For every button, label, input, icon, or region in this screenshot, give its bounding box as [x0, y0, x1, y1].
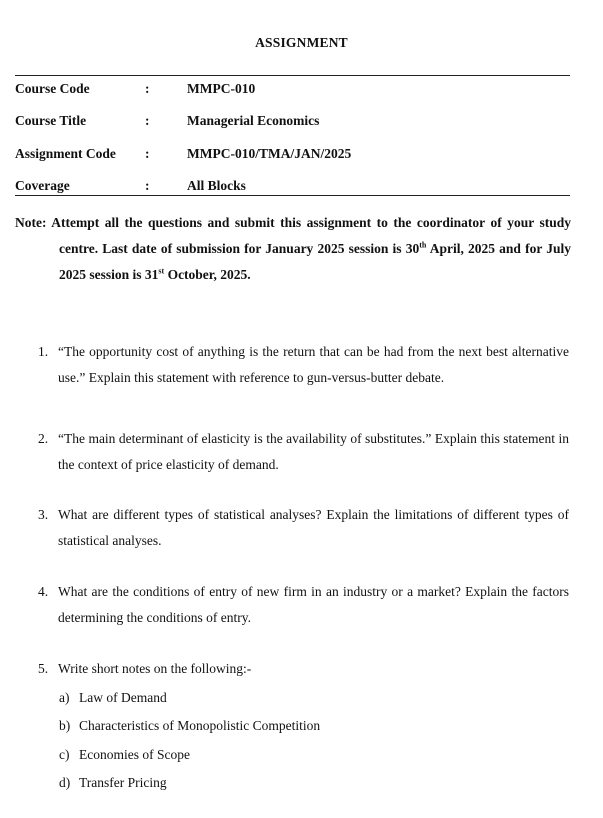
info-colon: :: [145, 178, 150, 193]
info-label: Assignment Code: [15, 146, 116, 161]
sub-item-text: Transfer Pricing: [79, 775, 167, 790]
bottom-rule: [15, 195, 570, 196]
info-colon: :: [145, 146, 150, 161]
info-colon: :: [145, 81, 150, 96]
question-number: 5.: [38, 661, 49, 676]
document-title: ASSIGNMENT: [255, 35, 348, 50]
sub-item-letter: a): [59, 690, 70, 705]
note-prefix: Note:: [15, 215, 47, 230]
note-superscript: st: [158, 266, 165, 276]
info-value: MMPC-010: [187, 81, 256, 96]
sub-item-letter: d): [59, 775, 71, 790]
sub-item-d: [59, 773, 167, 793]
question-number: 1.: [38, 344, 49, 359]
sub-item-a: [59, 688, 167, 708]
note-text: Attempt all the questions and submit this assignment to the coordinator of your study centre. Last date of submission for January 2025 session is 30: [46, 215, 571, 256]
info-label: Course Title: [15, 113, 87, 128]
info-row-course-code: [15, 81, 570, 101]
info-label: Course Code: [15, 81, 90, 96]
question-text: Write short notes on the following:-: [58, 661, 252, 676]
info-colon: :: [145, 113, 150, 128]
info-value: All Blocks: [187, 178, 246, 193]
sub-item-letter: c): [59, 747, 70, 762]
question-1: [38, 339, 569, 391]
sub-item-text: Characteristics of Monopolistic Competition: [79, 718, 321, 733]
question-text: “The main determinant of elasticity is the availability of substitutes.” Explain this statement in the context of price elasticity of demand.: [58, 431, 569, 472]
question-number: 4.: [38, 584, 49, 599]
question-text: What are different types of statistical analyses? Explain the limitations of different types of statistical analyses.: [58, 507, 569, 548]
info-row-course-title: [15, 113, 570, 133]
sub-item-b: [59, 716, 320, 736]
sub-item-letter: b): [59, 718, 71, 733]
top-rule: [15, 75, 570, 76]
info-value: MMPC-010/TMA/JAN/2025: [187, 146, 352, 161]
submission-note: [15, 210, 571, 288]
info-value: Managerial Economics: [187, 113, 320, 128]
note-text: April, 2025 and for July 2025 session is 31: [59, 241, 571, 282]
sub-item-c: [59, 745, 190, 765]
question-5: [38, 656, 569, 682]
question-text: “The opportunity cost of anything is the return that can be had from the next best alternative use.” Explain this statement with reference to gun-versus-butter debate.: [58, 344, 569, 385]
sub-item-text: Economies of Scope: [79, 747, 190, 762]
question-3: [38, 502, 569, 554]
info-row-assignment-code: [15, 146, 570, 166]
note-superscript: th: [419, 240, 427, 250]
sub-item-text: Law of Demand: [79, 690, 167, 705]
question-number: 3.: [38, 507, 49, 522]
question-4: [38, 579, 569, 631]
question-number: 2.: [38, 431, 49, 446]
question-text: What are the conditions of entry of new firm in an industry or a market? Explain the factors determining the conditions of entry.: [58, 584, 569, 625]
question-2: [38, 426, 569, 478]
note-text: October, 2025.: [164, 267, 251, 282]
info-label: Coverage: [15, 178, 70, 193]
